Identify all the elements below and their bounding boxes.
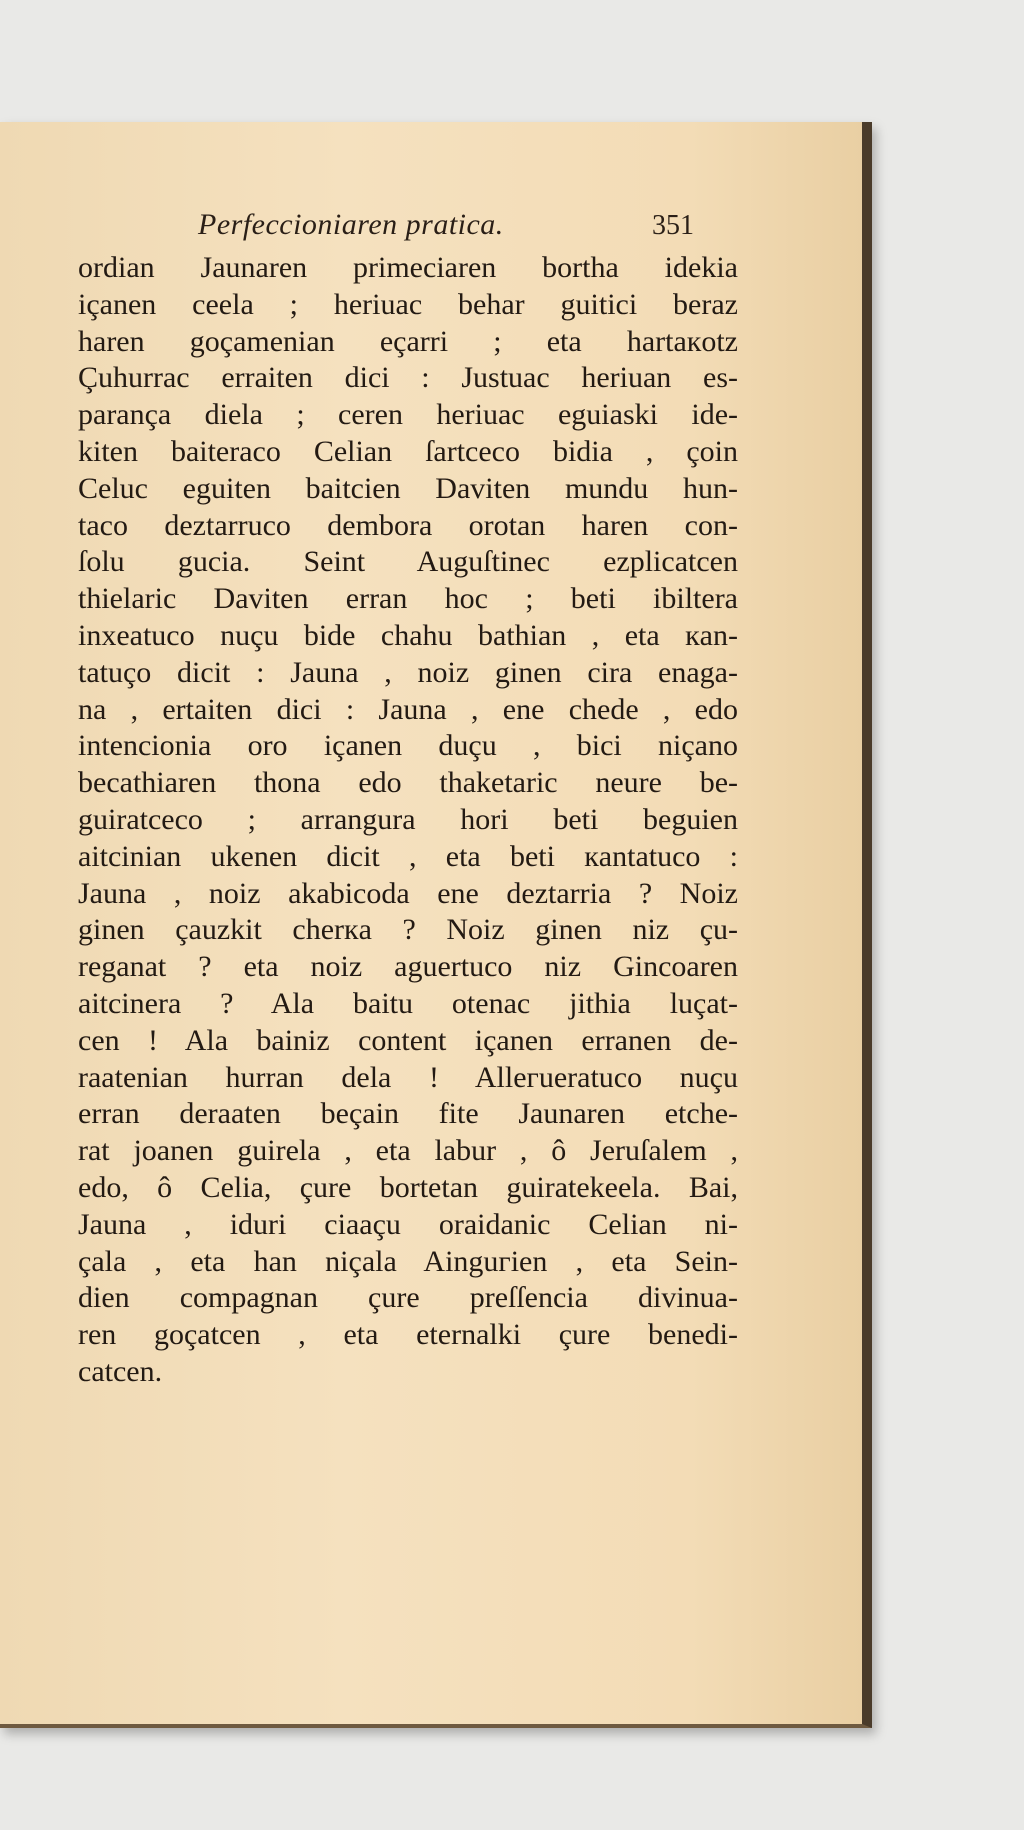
text-line: reganat ? eta noiz aguertuco niz Gincoaren — [78, 950, 738, 984]
body-text — [78, 250, 738, 1391]
text-line: cen ! Ala bainiz content içanen erranen de- — [78, 1023, 738, 1057]
text-line: catcen. — [78, 1354, 163, 1388]
text-line: erran deraaten beçain fite Jaunaren etche- — [78, 1097, 738, 1131]
text-line: Celuc eguiten baitcien Daviten mundu hun- — [78, 471, 738, 505]
text-line: na , ertaiten dici : Jauna , ene chede , edo — [78, 692, 738, 726]
text-line: inxeatuco nuçu bide chahu bathian , eta кan- — [78, 618, 738, 652]
text-line: içanen ceela ; heriuac behar guitici beraz — [78, 287, 738, 321]
text-line: dien compagnan çure preſſencia divinua- — [78, 1281, 738, 1315]
text-line: ſolu gucia. Seint Auguſtinec ezplicatcen — [78, 545, 738, 579]
text-line: becathiaren thona edo thaketaric neure be- — [78, 766, 738, 800]
text-line: raatenian hurran dela ! Alleгueratuco nuçu — [78, 1060, 738, 1094]
text-line: edo, ô Celia, çure bortetan guiratekeela. Bai, — [78, 1170, 738, 1204]
text-line: tatuço dicit : Jauna , noiz ginen cira enaga- — [78, 655, 738, 689]
page-header — [78, 208, 738, 248]
text-line: kiten baiteraco Celian ſartceco bidia , çoin — [78, 434, 738, 468]
text-line: çala , eta han niçala Ainguгien , eta Sein- — [78, 1244, 738, 1278]
page-number: 351 — [652, 210, 694, 241]
text-line: ren goçatcen , eta eternalki çure benedi- — [78, 1318, 738, 1352]
text-line: taco deztarruco dembora orotan haren con- — [78, 508, 738, 542]
text-line: guiratceco ; arrangura hori beti beguien — [78, 802, 738, 836]
text-line: Jauna , noiz akabicoda ene deztarria ? Noiz — [78, 876, 738, 910]
text-line: rat joanen guirela , eta labur , ô Jeruſalem , — [78, 1134, 738, 1168]
running-head: Perfeccioniaren pratica. — [198, 208, 504, 241]
text-line: aitcinera ? Ala baitu otenac jithia luçat- — [78, 986, 738, 1020]
text-line: haren goçamenian eçarri ; eta hartaкotz — [78, 324, 738, 358]
text-line: intencionia oro içanen duçu , bici niçano — [78, 729, 738, 763]
text-line: aitcinian ukenen dicit , eta beti кantatuco : — [78, 839, 738, 873]
text-line: thielaric Daviten erran hoc ; beti ibiltera — [78, 582, 738, 616]
text-line: ginen çauzkit cherкa ? Noiz ginen niz çu- — [78, 913, 738, 947]
text-line: Çuhurrac erraiten dici : Justuac heriuan es- — [78, 361, 738, 395]
text-line: ordian Jaunaren primeciaren bortha idekia — [78, 251, 738, 284]
text-line: Jauna , iduri ciaaçu oraidanic Celian ni- — [78, 1207, 738, 1241]
book-page — [0, 122, 872, 1728]
text-line: parança diela ; ceren heriuac eguiaski ide- — [78, 398, 738, 432]
